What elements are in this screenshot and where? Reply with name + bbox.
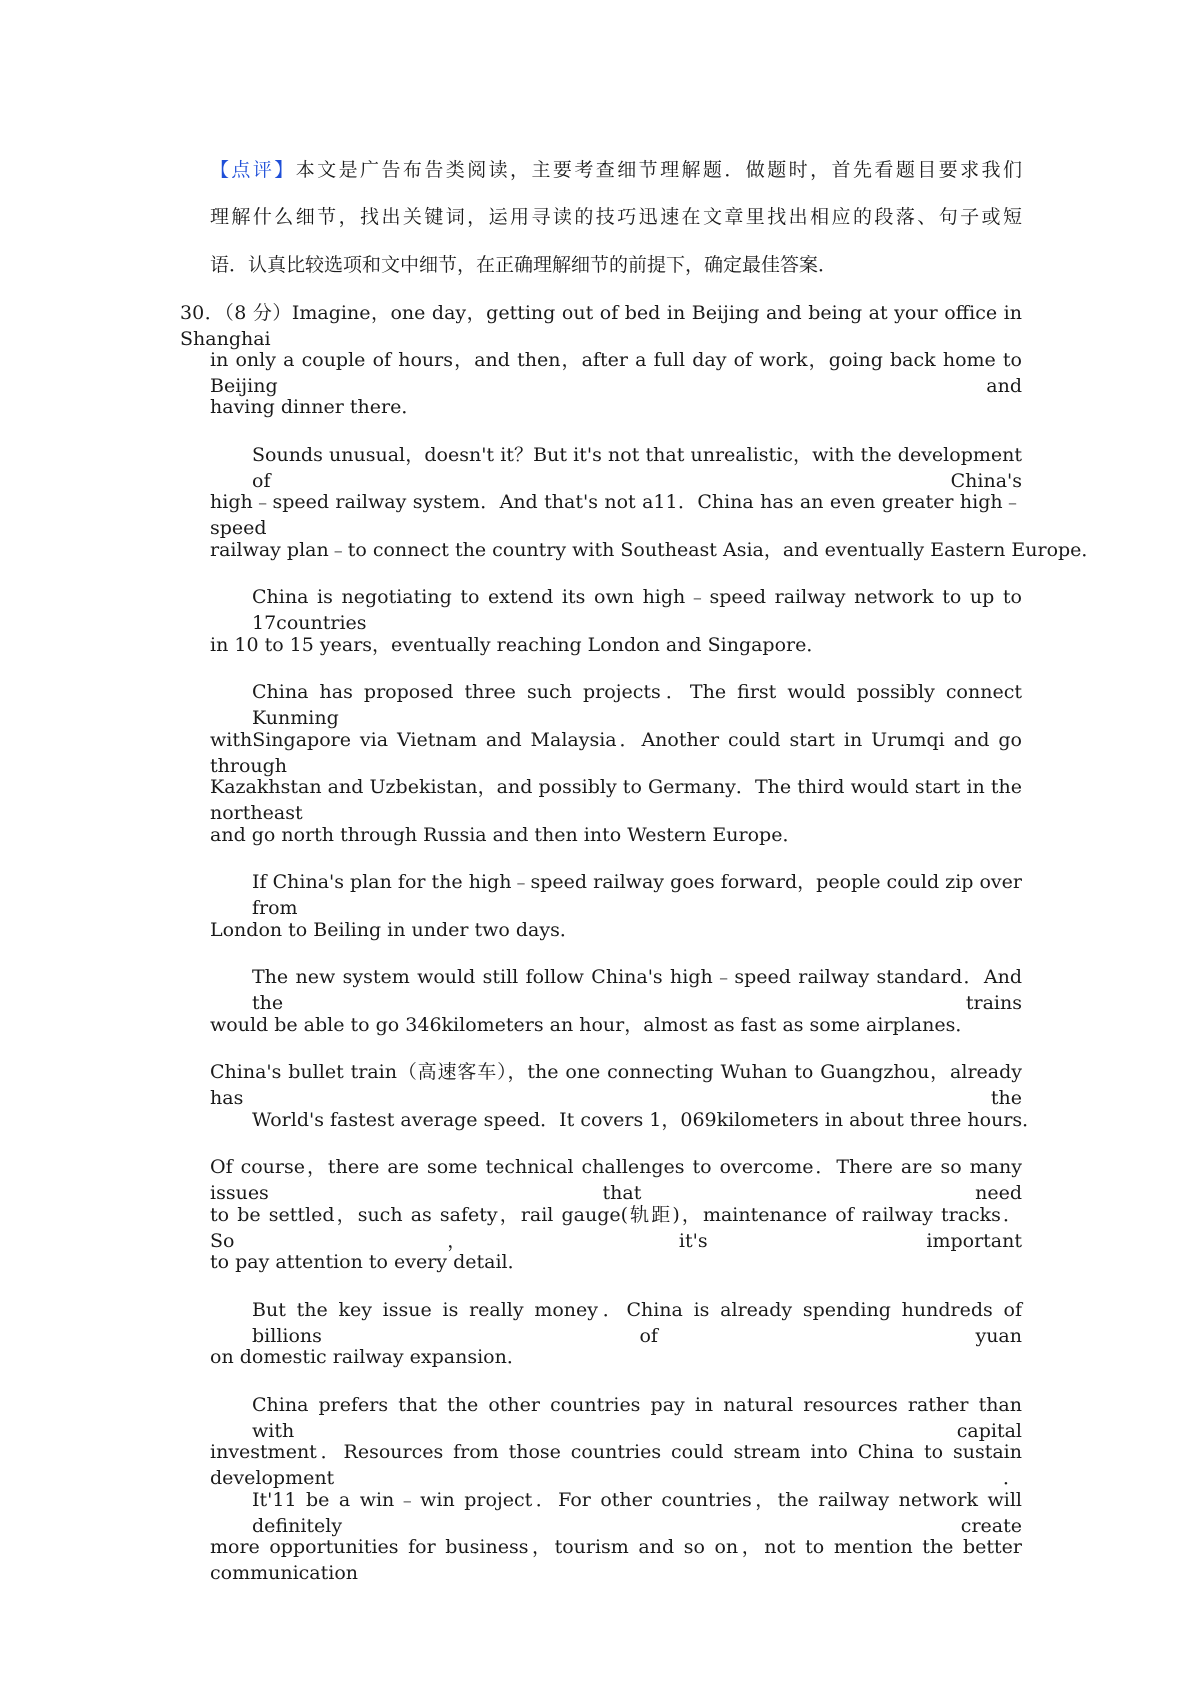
passage-line: London to Beiling in under two days． bbox=[210, 919, 579, 941]
passage-line: in 10 to 15 years，eventually reaching London and Singapore． bbox=[210, 634, 826, 656]
review-text-1: 本文是广告布告类阅读，主要考查细节理解题．做题时，首先看题目要求我们 bbox=[295, 159, 1022, 181]
passage-line: to pay attention to every detail． bbox=[210, 1251, 527, 1273]
review-line-3: 语．认真比较选项和文中细节，在正确理解细节的前提下，确定最佳答案． bbox=[210, 254, 838, 276]
passage-line: But the key issue is really money．China is already spending hundreds of billions of yuan bbox=[252, 1299, 1022, 1347]
passage-line: China's bullet train（高速客车），the one connecting Wuhan to Guangzhou，already has the bbox=[210, 1061, 1022, 1109]
passage-line: to be settled，such as safety，rail gauge(轨距)，maintenance of railway tracks．So，it's important bbox=[210, 1204, 1022, 1252]
review-line-2: 理解什么细节，找出关键词，运用寻读的技巧迅速在文章里找出相应的段落、句子或短 bbox=[210, 206, 1022, 228]
passage-line: on domestic railway expansion． bbox=[210, 1346, 526, 1368]
passage-line: and go north through Russia and then into Western Europe． bbox=[210, 824, 802, 846]
passage-line: Kazakhstan and Uzbekistan，and possibly to Germany．The third would start in the northeast bbox=[210, 776, 1022, 824]
passage-line: China prefers that the other countries pay in natural resources rather than with capital bbox=[252, 1394, 1022, 1442]
passage-line: railway plan﹣to connect the country with Southeast Asia，and eventually Eastern Europe． bbox=[210, 539, 1101, 561]
passage-line: Of course，there are some technical challenges to overcome．There are so many issues that need bbox=[210, 1156, 1022, 1204]
passage-line: more opportunities for business，tourism and so on，not to mention the better communication bbox=[210, 1536, 1022, 1584]
passage-line: withSingapore via Vietnam and Malaysia．Another could start in Urumqi and go through bbox=[210, 729, 1022, 777]
passage-line: The new system would still follow China's high﹣speed railway standard．And the trains bbox=[252, 966, 1022, 1014]
passage-line: China has proposed three such projects．The first would possibly connect Kunming bbox=[252, 681, 1022, 729]
passage-line: in only a couple of hours，and then，after a full day of work，going back home to Beijing and bbox=[210, 349, 1022, 397]
passage-line: would be able to go 346kilometers an hour，almost as fast as some airplanes． bbox=[210, 1014, 975, 1036]
review-line-1 bbox=[210, 157, 1022, 183]
review-tag: 【点评】 bbox=[210, 159, 296, 181]
passage-line: China is negotiating to extend its own high﹣speed railway network to up to 17countries bbox=[252, 586, 1022, 634]
passage-line: It'11 be a win﹣win project．For other countries，the railway network will definitely create bbox=[252, 1489, 1022, 1537]
passage-line: high﹣speed railway system．And that's not a11．China has an even greater high﹣speed bbox=[210, 491, 1022, 539]
question-number-line: 30．（8 分）Imagine，one day，getting out of bed in Beijing and being at your office in Shanghai bbox=[180, 302, 1022, 350]
passage-line: investment．Resources from those countries could stream into China to sustain development． bbox=[210, 1441, 1022, 1489]
passage-line: Sounds unusual，doesn't it？But it's not that unrealistic，with the development of China's bbox=[252, 444, 1022, 492]
passage-line: If China's plan for the high﹣speed railway goes forward，people could zip over from bbox=[252, 871, 1022, 919]
passage-line: having dinner there． bbox=[210, 396, 421, 418]
passage-line: World's fastest average speed．It covers 1，069kilometers in about three hours． bbox=[252, 1109, 1042, 1131]
